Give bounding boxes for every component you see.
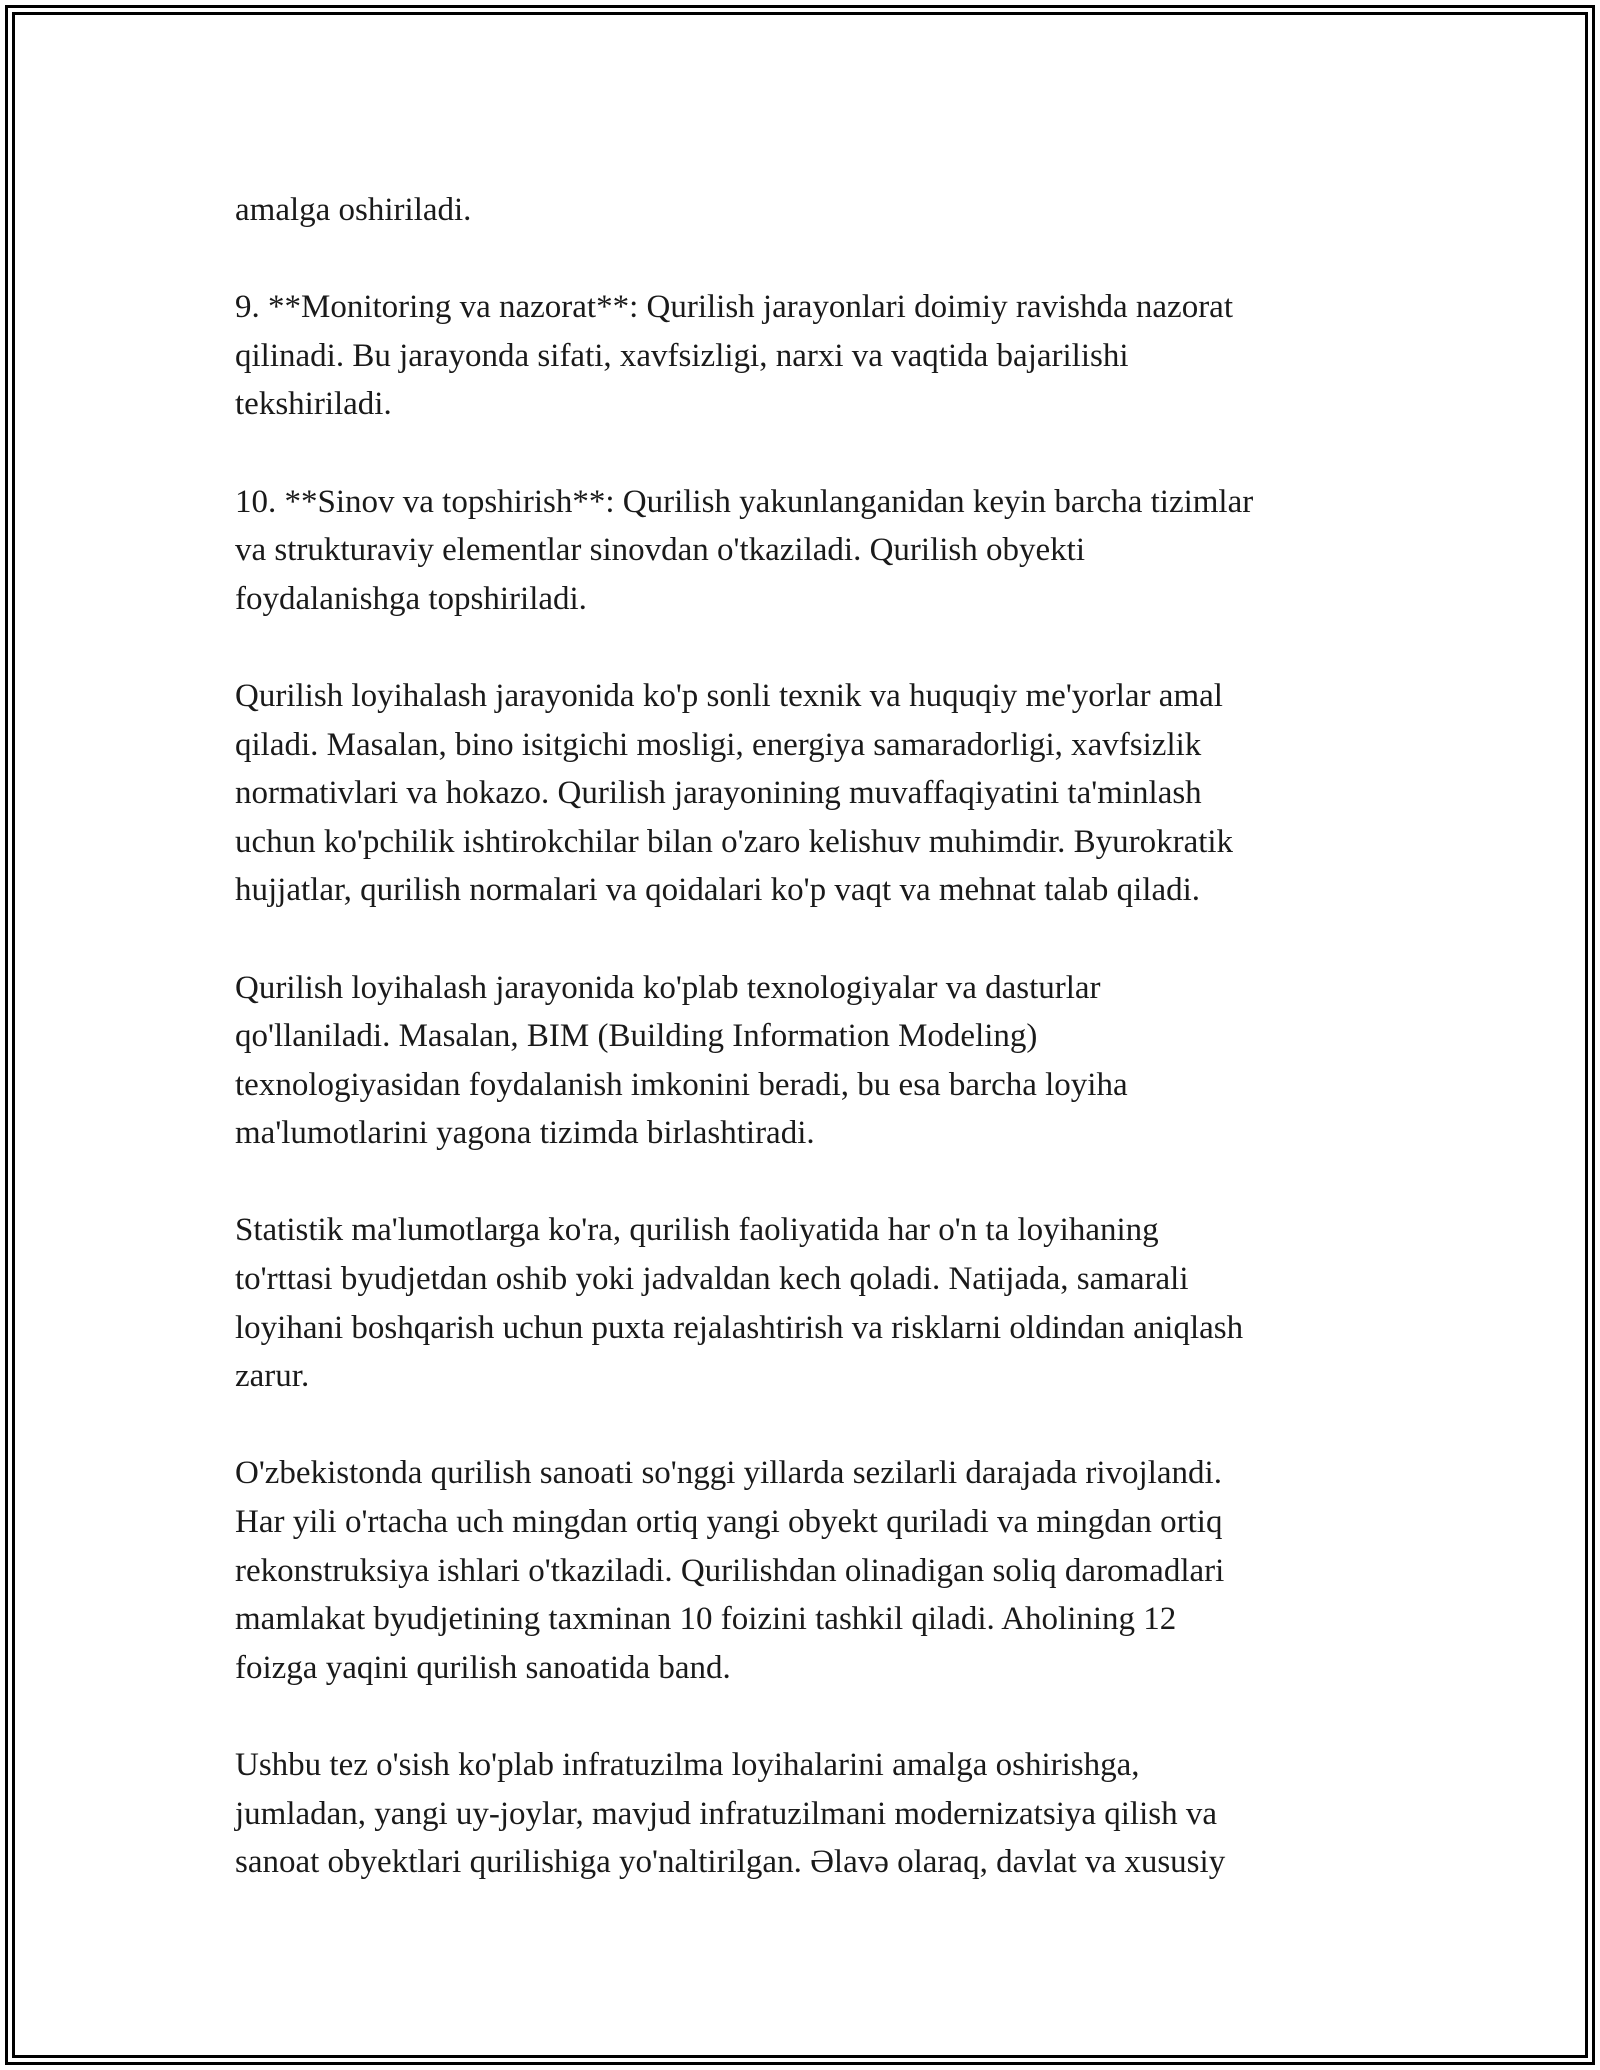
paragraph-testing-handover: 10. **Sinov va topshirish**: Qurilish yakunlanganidan keyin barcha tizimlar va strukturaviy elementlar sinovdan o'tkaziladi. Qurilish obyekti foydalanishga topshiriladi. [235,483,1254,617]
paragraph-uzbekistan: O'zbekistonda qurilish sanoati so'nggi yillarda sezilarli darajada rivojlandi. Har yili o'rtacha uch mingdan ortiq yangi obyekt quriladi va mingdan ortiq rekonstruksiya ishlari o'tkaziladi. Qurilishdan olinadigan soliq daromadlari mamlakat byudjetining taxminan 10 foizini tashkil qiladi. Aholining 12 foizga yaqini qurilish sanoatida band. [235,1455,1225,1686]
paragraph-regulations: Qurilish loyihalash jarayonida ko'p sonli texnik va huquqiy me'yorlar amal qiladi. Masalan, bino isitgichi mosligi, energiya samaradorligi, xavfsizlik normativlari va hokazo. Qurilish jarayonining muvaffaqiyatini ta'minlash uchun ko'pchilik ishtirokchilar bilan o'zaro kelishuv muhimdir. Byurokratik hujjatlar, qurilish normalari va qoidalari ko'p vaqt va mehnat talab qiladi. [235,677,1234,909]
paragraph-growth: Ushbu tez o'sish ko'plab infratuzilma loyihalarini amalga oshirishga, jumladan, yangi uy-joylar, mavjud infratuzilmani modernizatsiya qilish va sanoat obyektlari qurilishiga yo'naltirilgan. Əlavə olaraq, davlat va xususiy [235,1747,1226,1881]
document-body [235,186,1370,1935]
paragraph-technologies: Qurilish loyihalash jarayonida ko'plab texnologiyalar va dasturlar qo'llaniladi. Masalan, BIM (Building Information Modeling) texnologiyasidan foydalanish imkonini beradi, bu esa barcha loyiha ma'lumotlarini yagona tizimda birlashtiradi. [235,969,1128,1152]
paragraph-statistics: Statistik ma'lumotlarga ko'ra, qurilish faoliyatida har o'n ta loyihaning to'rttasi byudjetdan oshib yoki jadvaldan kech qoladi. Natijada, samarali loyihani boshqarish uchun puxta rejalashtirish va risklarni oldindan aniqlash zarur. [235,1212,1244,1395]
paragraph-continuation: amalga oshiriladi. [235,192,472,228]
paragraph-monitoring: 9. **Monitoring va nazorat**: Qurilish jarayonlari doimiy ravishda nazorat qilinadi. Bu jarayonda sifati, xavfsizligi, narxi va vaqtida bajarilishi tekshiriladi. [235,289,1233,423]
